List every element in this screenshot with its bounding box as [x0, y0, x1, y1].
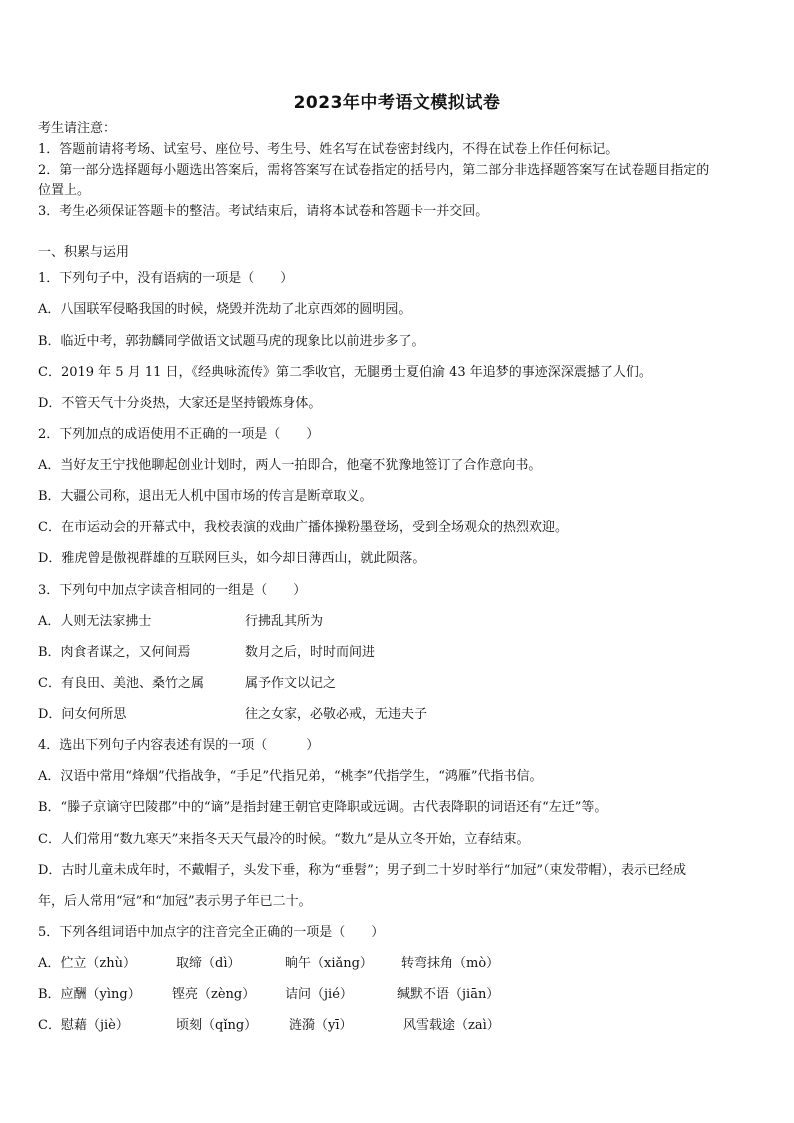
notice-item: 3．考生必须保证答题卡的整洁。考试结束后，请将本试卷和答题卡一并交回。: [38, 204, 489, 219]
option-b-word4: 缄默不语（jiān）: [397, 987, 500, 1002]
option-d-continued: 年，后人常用“冠”和“加冠”表示男子年已二十。: [38, 894, 312, 909]
page-title: 2023年中考语文模拟试卷: [293, 93, 501, 113]
option-d: D．雅虎曾是傲视群雄的互联网巨头，如今却日薄西山，就此陨落。: [38, 551, 426, 566]
option-c-word2: 顷刻（qǐng）: [176, 1018, 258, 1033]
question-stem: 1．下列句子中，没有语病的一项是（ ）: [38, 271, 294, 286]
option-a: A．八国联军侵略我国的时候，烧毁并洗劫了北京西郊的圆明园。: [38, 302, 412, 317]
option-c: C．人们常用“数九寒天”来指冬天天气最冷的时候。“数九”是从立冬开始，立春结束。: [38, 832, 530, 847]
option-c-pair: 属予作文以记之: [245, 676, 337, 691]
option-b: B．“滕子京谪守巴陵郡”中的“谪”是指封建王朝官吏降职或远调。古代表降职的词语还有“左迁”等。: [38, 800, 608, 815]
option-a: A．当好友王宁找他聊起创业计划时，两人一拍即合，他毫不犹豫地签订了合作意向书。: [38, 458, 542, 473]
option-b: B．临近中考，郭勃麟同学做语文试题马虎的现象比以前进步多了。: [38, 334, 425, 349]
option-c: C．2019 年 5 月 11 日，《经典咏流传》第二季收官，无腿勇士夏伯渝 43 年追梦的事迹深深震撼了人们。: [38, 365, 652, 380]
option-b: B．大疆公司称，退出无人机中国市场的传言是断章取义。: [38, 489, 373, 504]
option-a-word2: 取缔（dì）: [176, 956, 241, 971]
option-b: B．应酬（yìng）: [38, 987, 141, 1002]
option-c-word4: 风雪载途（zaì）: [403, 1018, 500, 1033]
notice-item: 1．答题前请将考场、试室号、座位号、考生号、姓名写在试卷密封线内，不得在试卷上作任何标记。: [38, 142, 619, 157]
option-b-pair: 数月之后，时时而间进: [245, 645, 376, 660]
option-b-word2: 铿亮（zèng）: [172, 987, 256, 1002]
option-d: D．古时儿童未成年时，不戴帽子，头发下垂，称为“垂髫”；男子到二十岁时举行“加冠”（束发带帽），表示已经成: [38, 863, 687, 878]
question-stem: 4．选出下列句子内容表述有误的一项（ ）: [38, 738, 320, 753]
option-a-word4: 转弯抹角（mò）: [401, 956, 500, 971]
section-heading: 一、积累与运用: [38, 245, 130, 260]
option-a: A．人则无法家拂士: [38, 614, 152, 629]
option-a: A．汉语中常用“烽烟”代指战争，“手足”代指兄弟，“桃李”代指学生，“鸿雁”代指书信。: [38, 769, 543, 784]
option-a-word3: 晌午（xiǎng）: [285, 956, 373, 971]
option-c: C．慰藉（jiè）: [38, 1018, 129, 1033]
option-c: C．在市运动会的开幕式中，我校表演的戏曲广播体操粉墨登场，受到全场观众的热烈欢迎。: [38, 520, 568, 535]
notice-item: 位置上。: [38, 183, 91, 198]
question-stem: 2．下列加点的成语使用不正确的一项是（ ）: [38, 427, 320, 442]
option-b-word3: 诘问（jié）: [285, 987, 353, 1002]
option-c: C．有良田、美池、桑竹之属: [38, 676, 204, 691]
notice-item: 2．第一部分选择题每小题选出答案后，需将答案写在试卷指定的括号内，第二部分非选择题答案写在试卷题目指定的: [38, 163, 710, 178]
option-b: B．肉食者谋之，又何间焉: [38, 645, 191, 660]
option-a: A．伫立（zhù）: [38, 956, 136, 971]
option-d: D．问女何所思: [38, 707, 127, 722]
option-c-word3: 涟漪（yī）: [289, 1018, 353, 1033]
option-d: D．不管天气十分炎热，大家还是坚持锻炼身体。: [38, 396, 322, 411]
option-a-pair: 行拂乱其所为: [245, 614, 324, 629]
option-d-pair: 往之女家，必敬必戒，无违夫子: [245, 707, 428, 722]
question-stem: 5．下列各组词语中加点字的注音完全正确的一项是（ ）: [38, 925, 385, 940]
question-stem: 3．下列句中加点字读音相同的一组是（ ）: [38, 583, 307, 598]
notice-heading: 考生请注意：: [38, 121, 117, 136]
